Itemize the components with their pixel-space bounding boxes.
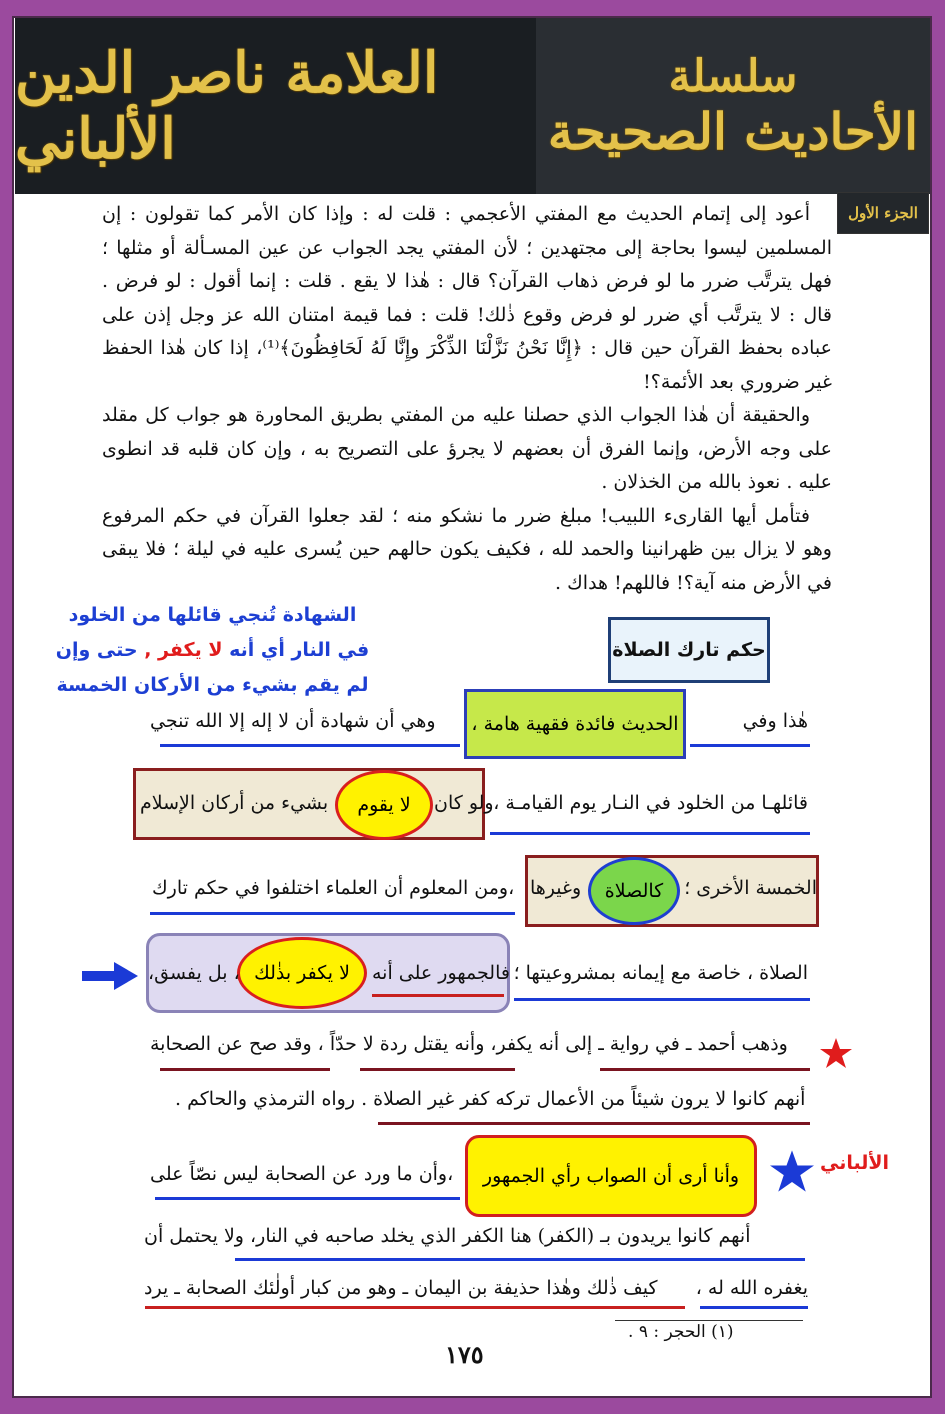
underline [155, 1197, 460, 1200]
author-banner [15, 18, 536, 194]
line-1-b: وهي أن شهادة أن لا إله إلا الله تنجي [150, 710, 436, 732]
page-number: ١٧٥ [445, 1340, 484, 1369]
star-icon [770, 1150, 814, 1192]
line-6 [175, 1088, 805, 1110]
underline [690, 744, 810, 747]
underline [514, 998, 810, 1001]
line-1-a: هٰذا وفي [742, 710, 808, 732]
line-2-left [140, 792, 328, 814]
line-9-right [696, 1277, 808, 1299]
line-3-left [152, 877, 514, 899]
highlight-fiqh-text: الحديث فائدة فقهية هامة ، [471, 713, 679, 735]
underline [160, 744, 460, 747]
underline [600, 1068, 810, 1071]
line-7-left [150, 1163, 453, 1185]
underline [372, 994, 504, 997]
line-2-a: قائلهـا من الخلود في النـار يوم القيامـة ، [493, 792, 808, 814]
line-3-a: الخمسة الأخرى ؛ [684, 877, 817, 899]
line-4-c: ، بل يفسق، [148, 962, 240, 984]
line-9-left [144, 1277, 658, 1299]
circle-does-not-perform-text: لا يقوم [357, 794, 411, 816]
underline [700, 1306, 808, 1309]
paragraph-2: والحقيقة أن هٰذا الجواب الذي حصلنا عليه من المفتي بطريق المحاورة هو جواب كل مقلد على وجه الأرض، وإنما الفرق أن بعضهم لا يجرؤ على التصريح به ، وإن كان قلبه قد انطوى عليه . نعوذ بالله من الخذلان . [102, 404, 832, 493]
underline [150, 912, 515, 915]
albani-label: الألباني [820, 1152, 890, 1174]
line-3-b: وغيرها [530, 877, 582, 899]
line-1-left [150, 710, 436, 732]
series-name-line1: سلسلة [668, 51, 798, 102]
arrow-right-icon [82, 962, 138, 990]
line-4-b: فالجمهور على أنه [372, 962, 510, 984]
paragraph-1: أعود إلى إتمام الحديث مع المفتي الأعجمي : قلت له : وإذا كان الأمر كما تقولون : إن المسلمين ليسوا بحاجة إلى مجتهدين ؛ لأن المفتي يجد الجواب عن عين المسـألة أو مثلها ؛ فهل يترتَّب ضرر ما لو فرض ذهاب القرآن؟ قال : هٰذا لا يقع . قلت : إنما أقول : لو فرض . قال : لا يترتَّب أي ضرر لو فرض وقوع ذٰلك! قلت : فما قيمة امتنان الله عز وجل إذن على عباده بحفظ القرآن حين قال : ﴿إِنَّا نَحْنُ نَزَّلْنَا الذِّكْرَ وإِنَّا لَهُ لَحَافِظُونَ﴾⁽¹⁾، إذا كان هٰذا الحفظ غير ضروري بعد الأئمة؟! [102, 203, 832, 393]
side-note-part3: حتى وإن لم يقم بشيء من الأركان الخمسة [55, 639, 369, 696]
line-2-b: ولو كان [434, 792, 494, 814]
underline [160, 1068, 330, 1071]
circle-prayer-text: كالصلاة [604, 880, 664, 902]
volume-badge [837, 192, 929, 234]
line-4-a: الصلاة ، خاصة مع إيمانه بمشروعيتها ؛ [513, 962, 808, 984]
series-name-line2: الأحاديث الصحيحة [547, 102, 919, 161]
line-9-a: يغفره الله له ، [695, 1277, 808, 1299]
section-title: حكم تارك الصلاة [612, 639, 766, 661]
volume-label: الجزء الأول [848, 204, 918, 222]
line-2-right [493, 792, 808, 814]
line-3-mid [530, 877, 581, 899]
line-8 [144, 1225, 750, 1247]
line-7-b: ،وأن ما ورد عن الصحابة ليس نصّاً على [150, 1163, 454, 1185]
series-banner [536, 18, 930, 194]
underline [360, 1068, 515, 1071]
circle-not-disbeliever [237, 937, 367, 1009]
line-1-right [743, 710, 808, 732]
line-8-text: أنهم كانوا يريدون بـ (الكفر) هنا الكفر الذي يخلد صاحبه في النار، ولا يحتمل أن [144, 1225, 751, 1247]
paragraph-3: فتأمل أيها القارىء اللبيب! مبلغ ضرر ما نشكو منه ؛ لقد جعلوا القرآن في حكم المرفوع وهو لا يزال بين ظهرانينا والحمد لله ، فكيف يكون حالهم حين يُسرى عليه في ليلة ؛ فلا يبقى في الأرض منه آية؟! فاللهم! هداك . [102, 504, 832, 594]
author-name: العلامة ناصر الدين الألباني [15, 40, 439, 172]
highlight-fiqh-benefit [464, 689, 686, 759]
side-note-part2: لا يكفر , [144, 639, 223, 661]
line-2-mid [434, 792, 494, 814]
line-4-mid [372, 962, 510, 984]
box-albani-view [465, 1135, 757, 1217]
circle-prayer [588, 857, 680, 925]
footnote: (١) الحجر : ٩ . [628, 1322, 734, 1342]
line-5 [150, 1033, 788, 1055]
side-note-part1: الشهادة تُنجي قائلها من الخلود في النار أي أنه [68, 604, 370, 661]
line-3-c: ،ومن المعلوم أن العلماء اختلفوا في حكم تارك [152, 877, 515, 899]
side-note [50, 598, 375, 703]
underline [490, 832, 810, 835]
underline [235, 1258, 805, 1261]
circle-does-not-perform [335, 770, 433, 840]
line-4-right [514, 962, 808, 984]
book-banner [15, 18, 930, 194]
section-title-box [608, 617, 770, 683]
line-4-left [148, 962, 240, 984]
line-6-text: أنهم كانوا لا يرون شيئاً من الأعمال تركه كفر غير الصلاة . رواه الترمذي والحاكم . [175, 1088, 806, 1110]
star-icon [820, 1038, 852, 1068]
footnote-rule [615, 1320, 803, 1321]
line-3-right [684, 877, 817, 899]
underline [378, 1122, 810, 1125]
body-text [102, 198, 832, 600]
underline [145, 1306, 685, 1309]
line-2-c: بشيء من أركان الإسلام [140, 792, 329, 814]
line-5-text: وذهب أحمد ـ في رواية ـ إلى أنه يكفر، وأنه يقتل ردة لا حدّاً ، وقد صح عن الصحابة [150, 1033, 788, 1055]
albani-view-text: وأنا أرى أن الصواب رأي الجمهور [482, 1165, 740, 1187]
line-9-b: كيف ذٰلك وهٰذا حذيفة بن اليمان ـ وهو من كبار أولٰئك الصحابة ـ يرد [144, 1277, 658, 1299]
circle-not-disbeliever-text: لا يكفر بذٰلك [254, 962, 350, 984]
